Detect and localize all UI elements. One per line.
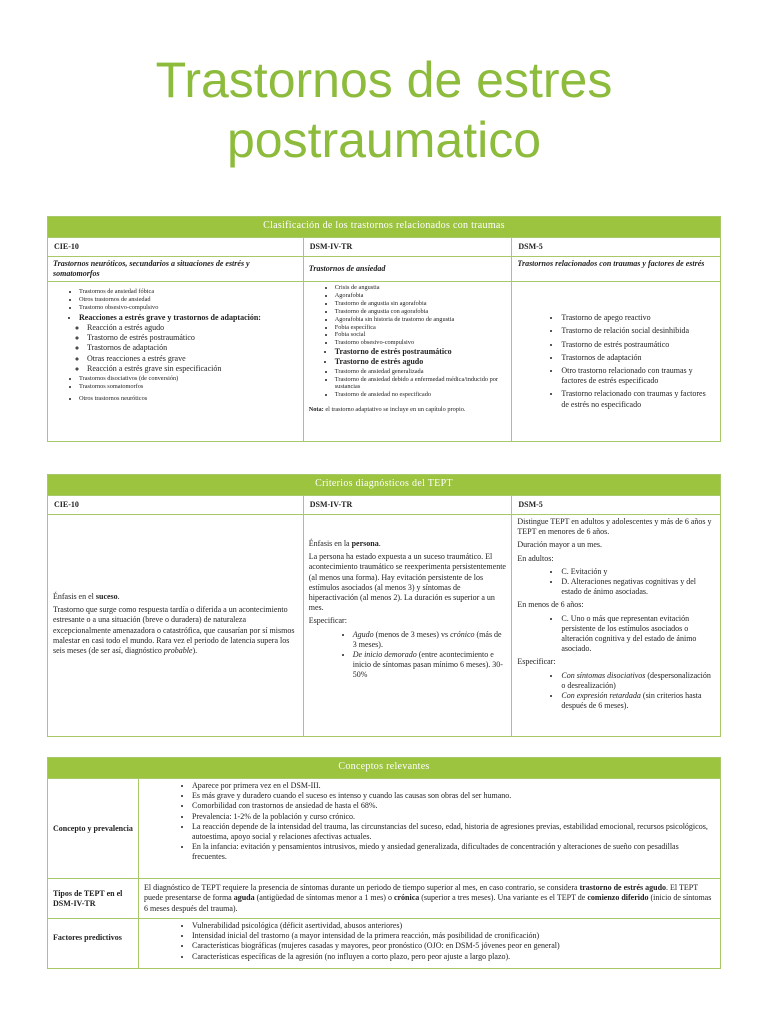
list-item: • Trastornos de ansiedad fóbica bbox=[79, 288, 298, 296]
text: . bbox=[117, 591, 120, 601]
list-item: • Trastorno de estrés agudo bbox=[335, 357, 507, 367]
text: ). bbox=[192, 645, 198, 655]
table-header: Clasificación de los trastornos relacionados con traumas bbox=[48, 217, 721, 238]
list-item: ◦ Trastornos de adaptación bbox=[87, 343, 298, 353]
list-item: ◦ Reacción a estrés grave sin especificación bbox=[87, 364, 298, 374]
text: probable bbox=[163, 645, 193, 655]
text: Especificar: bbox=[308, 616, 347, 626]
text: Distingue TEPT en adultos y adolescentes y más de 6 años y TEPT en menores de 6 años. bbox=[517, 517, 712, 537]
types-text: El diagnóstico de TEPT requiere la presencia de síntomas durante un periodo de tiempo superior al mes, en caso contrario, se considera trastorno de estrés agudo. El TEPT puede presentarse de forma aguda (antigüedad de síntomas menor a 1 mes) o crónica (superior a tres meses). Una variante es el TEPT de comienzo diferido (inicio de síntomas 6 meses después del trauma). bbox=[139, 879, 721, 919]
column-header: CIE-10 bbox=[48, 238, 304, 257]
cie10-list bbox=[48, 282, 304, 442]
text: En menos de 6 años: bbox=[517, 600, 584, 610]
text: En adultos: bbox=[517, 553, 554, 563]
concepts-table bbox=[47, 757, 721, 969]
list-item: ◦ Trastorno de estrés postraumático bbox=[87, 333, 298, 343]
subheader: Trastornos de ansiedad bbox=[303, 257, 512, 282]
text: . bbox=[378, 539, 381, 548]
list-item: • Agorafobia bbox=[335, 292, 507, 300]
column-header: DSM-IV-TR bbox=[303, 496, 512, 515]
list-item: • Intensidad inicial del trastorno (a mayor intensidad de la primera reacción, más posibilidad de cronificación) bbox=[192, 931, 715, 941]
list-item: • Agorafobia sin historia de trastorno de angustia bbox=[335, 316, 507, 324]
text: La persona ha estado expuesta a un suceso traumático. El acontecimiento traumático se reexperimenta persistentemente (al menos una forma). Hay evitación persistente de los estímulos asociados (al menos 3) y síntomas de hiperactivación (al menos 2). La duración es superior a un mes. bbox=[308, 552, 506, 613]
list-item: • Prevalencia: 1-2% de la población y curso crónico. bbox=[192, 812, 715, 822]
text: persona bbox=[351, 539, 379, 548]
list-item: • Trastornos de adaptación bbox=[561, 353, 715, 363]
classification-table bbox=[47, 216, 721, 442]
table-header: Conceptos relevantes bbox=[48, 758, 721, 779]
column-header: CIE-10 bbox=[48, 496, 304, 515]
subheader: Trastornos neuróticos, secundarios a situaciones de estrés y somatomorfos bbox=[48, 257, 304, 282]
dsm4-list bbox=[303, 282, 512, 442]
list-item: • Aparece por primera vez en el DSM-III. bbox=[192, 781, 715, 791]
list-item: • Vulnerabilidad psicológica (déficit asertividad, abusos anteriores) bbox=[192, 921, 715, 931]
list-item: • Trastorno de estrés postraumático bbox=[561, 340, 715, 350]
list-item: • Fobia social bbox=[335, 331, 507, 339]
list-item: • En la infancia: evitación y pensamientos intrusivos, miedo y ansiedad generalizada, dificultades de concentración y alteraciones de sueño con pesadillas frecuentes. bbox=[192, 842, 715, 862]
page-title: Trastornos de estres postraumatico bbox=[155, 52, 613, 168]
list-item: • Otros trastornos neuróticos bbox=[79, 395, 298, 403]
column-header: DSM-5 bbox=[512, 496, 721, 515]
list-item: • Reacciones a estrés grave y trastornos de adaptación: bbox=[79, 313, 298, 323]
text: suceso bbox=[95, 591, 118, 601]
list-item: • La reacción depende de la intensidad del trauma, las circunstancias del suceso, edad, historia de agresiones previas, estabilidad emocional, recursos psicológicos, autoestima, apoyo social y relaciones afectivas actuales. bbox=[192, 822, 715, 842]
list-item: • Trastorno de estrés postraumático bbox=[335, 347, 507, 357]
dsm5-criteria bbox=[512, 515, 721, 737]
list-item: • Características específicas de la agresión (no influyen a corto plazo, pero peor ajuste a largo plazo). bbox=[192, 952, 715, 962]
text: Trastorno que surge como respuesta tardía o diferida a un acontecimiento estresante o a una situación (breve o duradera) de naturaleza excepcionalmente amenazadora o catastrófica, que causarían por sí mismos malestar en casi todo el mundo. Rara vez el periodo de latencia supera los seis meses (de ser así, diagnóstico bbox=[53, 605, 295, 655]
note-text: el trastorno adaptativo se incluye en un capítulo propio. bbox=[323, 406, 466, 414]
list-item: • Con expresión retardada (sin criterios hasta después de 6 meses). bbox=[561, 691, 715, 711]
list-item: • Trastorno obsesivo-compulsivo bbox=[335, 339, 507, 347]
list-item: • Comorbilidad con trastornos de ansiedad de hasta el 68%. bbox=[192, 801, 715, 811]
list-item: • Trastornos disociativos (de conversión) bbox=[79, 375, 298, 383]
list-item: • Otro trastorno relacionado con traumas y factores de estrés especificado bbox=[561, 366, 715, 386]
list-item: • Trastorno obsesivo-compulsivo bbox=[79, 304, 298, 312]
list-item: • Trastorno relacionado con traumas y factores de estrés no especificado bbox=[561, 389, 715, 409]
list-item: • Fobia específica bbox=[335, 324, 507, 332]
row-label: Tipos de TEPT en el DSM-IV-TR bbox=[48, 879, 139, 919]
list-item: • Crisis de angustia bbox=[335, 284, 507, 292]
list-item: • C. Evitación y bbox=[561, 567, 715, 577]
list-item: • Trastorno de ansiedad debido a enfermedad médica/inducido por sustancias bbox=[335, 376, 507, 392]
list-item: • Trastornos somatomorfos bbox=[79, 383, 298, 391]
table-header: Criterios diagnósticos del TEPT bbox=[48, 475, 721, 496]
diagnostic-criteria-table bbox=[47, 474, 721, 737]
concept-list bbox=[139, 779, 721, 879]
list-item: • Trastorno de apego reactivo bbox=[561, 313, 715, 323]
row-label: Concepto y prevalencia bbox=[48, 779, 139, 879]
list-item: • Con síntomas disociativos (despersonalización o desrealización) bbox=[561, 671, 715, 691]
list-item: • Otros trastornos de ansiedad bbox=[79, 296, 298, 304]
dsm4-criteria bbox=[303, 515, 512, 737]
column-header: DSM-IV-TR bbox=[303, 238, 512, 257]
list-item: • Trastorno de angustia sin agorafobia bbox=[335, 300, 507, 308]
text: Especificar: bbox=[517, 657, 556, 667]
list-item: ◦ Otras reacciones a estrés grave bbox=[87, 354, 298, 364]
list-item: • D. Alteraciones negativas cognitivas y del estado de ánimo asociadas. bbox=[561, 577, 715, 597]
list-item: • Trastorno de relación social desinhibida bbox=[561, 326, 715, 336]
list-item: • Agudo (menos de 3 meses) vs crónico (más de 3 meses). bbox=[353, 630, 507, 650]
list-item: • Trastorno de ansiedad no especificado bbox=[335, 391, 507, 399]
list-item: • C. Uno o más que representan evitación persistente de los estímulos asociados o alteración cognitiva y del estado de ánimo asociado. bbox=[561, 614, 715, 655]
note-label: Nota: bbox=[308, 406, 324, 414]
column-header: DSM-5 bbox=[512, 238, 721, 257]
row-label: Factores predictivos bbox=[48, 919, 139, 969]
list-item: • Características biográficas (mujeres casadas y mayores, peor pronóstico (OJO: en DSM-5 jóvenes peor en general) bbox=[192, 941, 715, 951]
list-item: • De inicio demorado (entre acontecimiento e inicio de síntomas pasan mínimo 6 meses). 30-50% bbox=[353, 650, 507, 681]
list-item: • Trastorno de angustia con agorafobia bbox=[335, 308, 507, 316]
cie10-criteria bbox=[48, 515, 304, 737]
subheader: Trastornos relacionados con traumas y factores de estrés bbox=[512, 257, 721, 282]
list-item: • Trastorno de ansiedad generalizada bbox=[335, 368, 507, 376]
text: Duración mayor a un mes. bbox=[517, 540, 602, 550]
dsm5-list bbox=[512, 282, 721, 442]
predictive-list bbox=[139, 919, 721, 969]
list-item: • Es más grave y duradero cuando el suceso es intenso y cuando las causas son obras del ser humano. bbox=[192, 791, 715, 801]
list-item: ◦ Reacción a estrés agudo bbox=[87, 323, 298, 333]
text: Énfasis en el bbox=[53, 591, 96, 601]
text: Énfasis en la bbox=[308, 539, 352, 548]
